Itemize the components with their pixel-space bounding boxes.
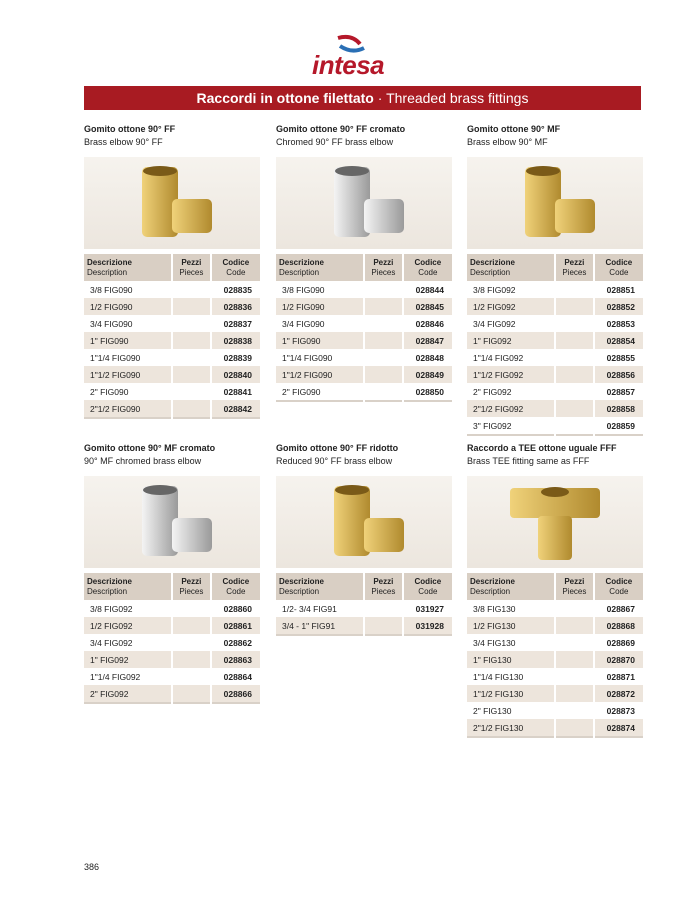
row-code: 028840 xyxy=(211,366,260,383)
col-pieces: Pezzi Pieces xyxy=(172,254,211,281)
col-description: Descrizione Description xyxy=(276,573,364,600)
row-description: 2" FIG092 xyxy=(473,386,512,397)
row-description: 2" FIG090 xyxy=(90,386,129,397)
row-description: 2"1/2 FIG092 xyxy=(467,400,555,417)
row-description: 3/4 FIG092 xyxy=(473,318,516,329)
table-row xyxy=(276,281,452,298)
row-pieces xyxy=(555,617,594,634)
row-description: 1"1/2 FIG090 xyxy=(84,366,172,383)
product-title-it: Gomito ottone 90° MF xyxy=(467,124,561,134)
row-pieces xyxy=(555,651,594,668)
banner-title-en: Threaded brass fittings xyxy=(386,90,529,106)
row-code: 028848 xyxy=(415,352,444,363)
col-description: Descrizione Description xyxy=(84,254,172,281)
row-code: 028835 xyxy=(223,284,252,295)
row-pieces xyxy=(172,400,211,418)
col-pieces: Pezzi Pieces xyxy=(555,254,594,281)
page-number: 386 xyxy=(84,862,100,872)
col-code: Codice Code xyxy=(594,254,643,281)
table-row xyxy=(276,383,452,401)
table-row xyxy=(276,617,452,635)
col-description: Descrizione Description xyxy=(276,254,364,281)
row-pieces xyxy=(364,366,403,383)
table-row xyxy=(84,315,260,332)
row-code: 028872 xyxy=(594,685,643,702)
row-code: 028862 xyxy=(223,637,252,648)
row-description: 2" FIG130 xyxy=(473,705,512,716)
product-title-en: 90° MF chromed brass elbow xyxy=(84,456,202,466)
row-description: 3/8 FIG092 xyxy=(90,603,133,614)
row-code: 028855 xyxy=(606,352,635,363)
product-image xyxy=(276,476,452,568)
table-row xyxy=(467,719,643,737)
row-code: 028873 xyxy=(606,705,635,716)
row-code: 028836 xyxy=(211,298,260,315)
row-description: 1" FIG090 xyxy=(84,332,172,349)
row-pieces xyxy=(172,651,211,668)
table-row xyxy=(84,281,260,298)
col-description: Descrizione Description xyxy=(467,573,555,600)
row-pieces xyxy=(172,332,211,349)
row-pieces xyxy=(555,281,594,298)
row-pieces xyxy=(555,668,594,685)
row-code: 028858 xyxy=(594,400,643,417)
row-pieces xyxy=(555,332,594,349)
row-code: 028837 xyxy=(223,318,252,329)
product-block xyxy=(84,443,260,704)
row-description: 1/2- 3/4 FIG91 xyxy=(282,603,337,614)
product-title-it: Gomito ottone 90° FF ridotto xyxy=(276,443,399,453)
row-description: 3/8 FIG092 xyxy=(473,284,516,295)
row-description: 1"1/2 FIG092 xyxy=(467,366,555,383)
row-code: 028859 xyxy=(606,420,635,431)
table-row xyxy=(276,349,452,366)
table-row xyxy=(467,685,643,702)
table-row xyxy=(276,298,452,315)
row-description: 2" FIG090 xyxy=(282,386,321,397)
row-code: 028856 xyxy=(594,366,643,383)
row-pieces xyxy=(364,332,403,349)
row-code: 028838 xyxy=(211,332,260,349)
row-pieces xyxy=(555,719,594,737)
row-code: 028845 xyxy=(403,298,452,315)
col-code: Codice Code xyxy=(594,573,643,600)
row-code: 028844 xyxy=(415,284,444,295)
col-code: Codice Code xyxy=(211,254,260,281)
row-pieces xyxy=(172,383,211,400)
product-title-it: Gomito ottone 90° MF cromato xyxy=(84,443,216,453)
product-title-en: Chromed 90° FF brass elbow xyxy=(276,137,394,147)
row-pieces xyxy=(555,634,594,651)
table-row xyxy=(84,383,260,400)
table-row xyxy=(467,617,643,634)
row-pieces xyxy=(555,400,594,417)
row-description: 1" FIG092 xyxy=(467,332,555,349)
col-code: Codice Code xyxy=(403,254,452,281)
table-row xyxy=(84,668,260,685)
row-description: 1/2 FIG090 xyxy=(84,298,172,315)
row-description: 1" FIG092 xyxy=(84,651,172,668)
row-pieces xyxy=(364,281,403,298)
banner-separator: · xyxy=(373,90,387,106)
product-title-en: Brass elbow 90° MF xyxy=(467,137,548,147)
row-pieces xyxy=(555,349,594,366)
table-row xyxy=(467,315,643,332)
table-row xyxy=(467,702,643,719)
row-pieces xyxy=(364,298,403,315)
product-table xyxy=(276,254,452,402)
row-pieces xyxy=(172,349,211,366)
col-code: Codice Code xyxy=(211,573,260,600)
row-pieces xyxy=(555,315,594,332)
product-block xyxy=(276,443,452,636)
row-code: 028869 xyxy=(606,637,635,648)
row-code: 028849 xyxy=(403,366,452,383)
row-description: 3" FIG092 xyxy=(473,420,512,431)
row-description: 2"1/2 FIG130 xyxy=(467,719,555,737)
row-pieces xyxy=(172,281,211,298)
row-description: 3/4 FIG092 xyxy=(90,637,133,648)
table-row xyxy=(467,332,643,349)
table-row xyxy=(84,400,260,418)
row-pieces xyxy=(172,685,211,703)
table-row xyxy=(467,298,643,315)
col-pieces: Pezzi Pieces xyxy=(364,573,403,600)
row-description: 1"1/2 FIG130 xyxy=(467,685,555,702)
row-pieces xyxy=(364,600,403,617)
col-description: Descrizione Description xyxy=(84,573,172,600)
row-description: 1"1/4 FIG090 xyxy=(282,352,333,363)
table-row xyxy=(467,668,643,685)
col-code: Codice Code xyxy=(403,573,452,600)
table-row xyxy=(276,366,452,383)
row-pieces xyxy=(364,383,403,401)
row-code: 028852 xyxy=(594,298,643,315)
product-title-en: Brass elbow 90° FF xyxy=(84,137,163,147)
table-row xyxy=(84,332,260,349)
row-description: 2" FIG092 xyxy=(84,685,172,703)
row-code: 028874 xyxy=(594,719,643,737)
table-row xyxy=(84,298,260,315)
row-pieces xyxy=(172,366,211,383)
row-code: 028853 xyxy=(606,318,635,329)
row-description: 1/2 FIG092 xyxy=(84,617,172,634)
row-code: 028851 xyxy=(606,284,635,295)
product-table xyxy=(467,254,643,436)
row-pieces xyxy=(555,383,594,400)
row-pieces xyxy=(172,315,211,332)
row-code: 028850 xyxy=(415,386,444,397)
row-code: 028860 xyxy=(223,603,252,614)
product-title-it: Gomito ottone 90° FF xyxy=(84,124,176,134)
intesa-logo xyxy=(300,34,400,84)
row-pieces xyxy=(364,349,403,366)
table-row xyxy=(84,366,260,383)
table-row xyxy=(84,349,260,366)
row-pieces xyxy=(555,702,594,719)
row-description: 1/2 FIG092 xyxy=(467,298,555,315)
row-pieces xyxy=(172,600,211,617)
row-description: 1"1/4 FIG090 xyxy=(90,352,141,363)
product-title-it: Raccordo a TEE ottone uguale FFF xyxy=(467,443,617,453)
row-code: 028864 xyxy=(223,671,252,682)
row-pieces xyxy=(172,634,211,651)
row-code: 028870 xyxy=(594,651,643,668)
row-description: 3/8 FIG130 xyxy=(473,603,516,614)
product-table xyxy=(276,573,452,636)
row-code: 028839 xyxy=(223,352,252,363)
row-description: 1"1/4 FIG092 xyxy=(473,352,524,363)
row-pieces xyxy=(172,668,211,685)
section-banner xyxy=(84,86,641,110)
table-row xyxy=(467,417,643,435)
row-code: 028871 xyxy=(606,671,635,682)
banner-title-it: Raccordi in ottone filettato xyxy=(196,90,374,106)
table-row xyxy=(84,600,260,617)
row-description: 1"1/4 FIG092 xyxy=(90,671,141,682)
logo-text: intesa xyxy=(312,50,385,80)
col-pieces: Pezzi Pieces xyxy=(364,254,403,281)
row-code: 028857 xyxy=(606,386,635,397)
row-code: 028842 xyxy=(211,400,260,418)
row-description: 1" FIG090 xyxy=(276,332,364,349)
row-description: 1"1/2 FIG090 xyxy=(276,366,364,383)
row-code: 028866 xyxy=(211,685,260,703)
table-row xyxy=(84,685,260,703)
product-table xyxy=(84,254,260,419)
col-pieces: Pezzi Pieces xyxy=(172,573,211,600)
product-title-en: Reduced 90° FF brass elbow xyxy=(276,456,393,466)
product-title-it: Gomito ottone 90° FF cromato xyxy=(276,124,406,134)
product-image xyxy=(467,476,643,568)
row-description: 3/8 FIG090 xyxy=(90,284,133,295)
row-code: 028841 xyxy=(223,386,252,397)
product-image xyxy=(84,476,260,568)
row-code: 031927 xyxy=(415,603,444,614)
row-code: 031928 xyxy=(403,617,452,635)
product-image xyxy=(276,157,452,249)
row-code: 028861 xyxy=(211,617,260,634)
row-description: 1"1/4 FIG130 xyxy=(473,671,524,682)
table-row xyxy=(276,332,452,349)
product-block xyxy=(84,124,260,419)
row-description: 3/4 - 1" FIG91 xyxy=(276,617,364,635)
product-block xyxy=(467,443,643,738)
row-description: 3/4 FIG090 xyxy=(90,318,133,329)
table-row xyxy=(84,651,260,668)
row-code: 028854 xyxy=(594,332,643,349)
row-pieces xyxy=(555,417,594,435)
product-block xyxy=(467,124,643,436)
table-row xyxy=(467,281,643,298)
row-pieces xyxy=(555,685,594,702)
table-row xyxy=(84,634,260,651)
row-description: 1/2 FIG130 xyxy=(467,617,555,634)
product-title-en: Brass TEE fitting same as FFF xyxy=(467,456,590,466)
table-row xyxy=(467,383,643,400)
row-pieces xyxy=(172,298,211,315)
row-code: 028868 xyxy=(594,617,643,634)
product-image xyxy=(467,157,643,249)
table-row xyxy=(467,600,643,617)
row-description: 1" FIG130 xyxy=(467,651,555,668)
row-pieces xyxy=(555,366,594,383)
row-code: 028867 xyxy=(606,603,635,614)
row-description: 3/8 FIG090 xyxy=(282,284,325,295)
table-row xyxy=(467,634,643,651)
product-table xyxy=(467,573,643,738)
row-pieces xyxy=(364,617,403,635)
table-row xyxy=(467,651,643,668)
table-row xyxy=(276,315,452,332)
product-block xyxy=(276,124,452,402)
row-pieces xyxy=(555,600,594,617)
row-code: 028846 xyxy=(415,318,444,329)
row-description: 3/4 FIG090 xyxy=(282,318,325,329)
row-code: 028847 xyxy=(403,332,452,349)
row-pieces xyxy=(364,315,403,332)
table-row xyxy=(467,400,643,417)
product-image xyxy=(84,157,260,249)
row-pieces xyxy=(172,617,211,634)
row-description: 3/4 FIG130 xyxy=(473,637,516,648)
table-row xyxy=(84,617,260,634)
row-code: 028863 xyxy=(211,651,260,668)
row-description: 2"1/2 FIG090 xyxy=(84,400,172,418)
row-description: 1/2 FIG090 xyxy=(276,298,364,315)
product-table xyxy=(84,573,260,704)
col-description: Descrizione Description xyxy=(467,254,555,281)
col-pieces: Pezzi Pieces xyxy=(555,573,594,600)
table-row xyxy=(467,349,643,366)
table-row xyxy=(276,600,452,617)
table-row xyxy=(467,366,643,383)
row-pieces xyxy=(555,298,594,315)
